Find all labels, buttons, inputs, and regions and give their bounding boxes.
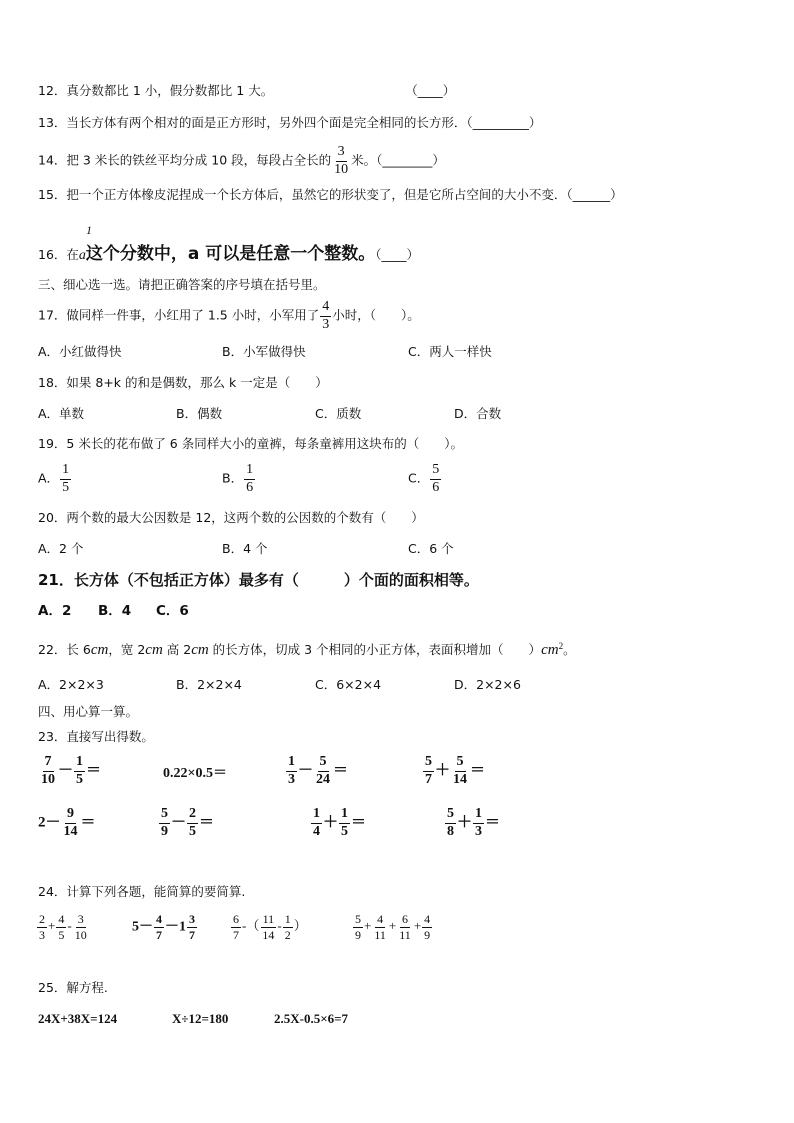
option-b[interactable]: B．4 个 bbox=[222, 541, 268, 556]
fraction: $\frac{5}{14}$ bbox=[453, 754, 468, 787]
calc-expression[interactable]: $\frac{5}{9}$ + $\frac{4}{11}$ + $\frac{6}{11}$ + $\frac{4}{9}$ bbox=[355, 912, 431, 942]
question-16-number: 16．在 bbox=[38, 247, 79, 262]
fraction: $\frac{3}{10}$ bbox=[334, 144, 349, 177]
question-14 bbox=[38, 145, 445, 177]
option-d[interactable]: D．2×2×6 bbox=[454, 677, 521, 692]
calc-expression[interactable]: $\frac{1}{3}$ － $\frac{5}{24}$ ＝ bbox=[288, 754, 349, 787]
calc-expression[interactable]: 2－ $\frac{9}{14}$ ＝ bbox=[38, 806, 96, 839]
question-16 bbox=[38, 246, 419, 263]
option-a[interactable]: A．2 个 bbox=[38, 541, 84, 556]
option-c[interactable]: C．两人一样快 bbox=[408, 344, 492, 359]
section-3-heading: 三、细心选一选。请把正确答案的序号填在括号里。 bbox=[38, 277, 326, 292]
equation-1[interactable]: 24X+38X=124 bbox=[38, 1011, 118, 1026]
fraction: $\frac{1}{5}$ bbox=[341, 806, 349, 839]
calc-expression[interactable]: 5－ $\frac{4}{7}$ －1 $\frac{3}{7}$ bbox=[132, 912, 195, 942]
fraction: $\frac{4}{3}$ bbox=[322, 299, 330, 332]
fraction: $\frac{1}{5}$ bbox=[62, 462, 70, 495]
question-12-text: 12．真分数都比 1 小，假分数都比 1 大。 bbox=[38, 83, 274, 98]
fraction: $\frac{2}{5}$ bbox=[189, 806, 197, 839]
option-c[interactable]: C．6 bbox=[156, 603, 189, 619]
answer-blank[interactable]: （____） bbox=[375, 247, 420, 262]
question-21-options bbox=[38, 605, 189, 619]
question-20-options bbox=[38, 543, 454, 556]
question-16-text: 这个分数中，a 可以是任意一个整数。 bbox=[85, 244, 376, 264]
option-c[interactable]: C．质数 bbox=[315, 406, 362, 421]
question-23: 23．直接写出得数。 bbox=[38, 729, 154, 744]
question-12 bbox=[38, 85, 455, 98]
option-a[interactable]: A．2×2×3 bbox=[38, 677, 104, 692]
fraction: $\frac{1}{5}$ bbox=[76, 754, 84, 787]
question-17 bbox=[38, 300, 420, 332]
fraction: $\frac{9}{14}$ bbox=[63, 806, 78, 839]
fraction: $\frac{1}{6}$ bbox=[246, 462, 254, 495]
question-15: 15．把一个正方体橡皮泥捏成一个长方体后，虽然它的形状变了，但是它所占空间的大小不变．（______） bbox=[38, 187, 623, 202]
option-b[interactable]: B．偶数 bbox=[176, 406, 223, 421]
calc-expression[interactable]: 0.22×0.5＝ bbox=[163, 766, 227, 781]
unit-cm-squared: cm bbox=[541, 642, 559, 659]
question-22: 22．长 6cm，宽 2cm 高 2cm 的长方体，切成 3 个相同的小正方体，表面积增加（ ）$cm^2$。 bbox=[38, 641, 576, 659]
question-13: 13．当长方体有两个相对的面是正方形时，另外四个面是完全相同的长方形．（_________） bbox=[38, 115, 542, 130]
option-a[interactable]: A．小红做得快 bbox=[38, 344, 122, 359]
question-25: 25．解方程. bbox=[38, 980, 108, 995]
option-c[interactable]: C．6 个 bbox=[408, 541, 454, 556]
answer-blank[interactable]: （____） bbox=[405, 83, 456, 98]
option-c[interactable]: C．6×2×4 bbox=[315, 677, 382, 692]
calc-expression[interactable]: $\frac{5}{7}$ ＋ $\frac{5}{14}$ ＝ bbox=[425, 754, 486, 787]
calc-expression[interactable]: $\frac{5}{9}$ － $\frac{2}{5}$ ＝ bbox=[161, 806, 215, 839]
option-a[interactable]: A．单数 bbox=[38, 406, 85, 421]
calc-expression[interactable]: $\frac{6}{7}$ -（ $\frac{11}{14}$ - $\frac{1}{2}$ ） bbox=[233, 912, 307, 942]
question-18-options bbox=[38, 408, 501, 421]
fraction: $\frac{7}{10}$ bbox=[41, 754, 55, 787]
question-14-text: 14．把 3 米长的铁丝平均分成 10 段，每段占全长的 bbox=[38, 152, 332, 168]
fraction: $\frac{5}{6}$ bbox=[432, 462, 440, 495]
question-24: 24．计算下列各题，能简算的要简算. bbox=[38, 884, 246, 899]
question-22-options bbox=[38, 679, 521, 692]
calc-expression[interactable]: $\frac{5}{8}$ ＋ $\frac{1}{3}$ ＝ bbox=[447, 806, 501, 839]
fraction: $\frac{5}{24}$ bbox=[316, 754, 331, 787]
fraction: $\frac{1}{4}$ bbox=[313, 806, 320, 839]
option-b[interactable]: B．4 bbox=[98, 603, 132, 619]
question-18: 18．如果 8+k 的和是偶数，那么 k 一定是（ ） bbox=[38, 375, 328, 390]
option-d[interactable]: D．合数 bbox=[454, 406, 502, 421]
fraction: $\frac{5}{7}$ bbox=[425, 754, 432, 787]
option-a[interactable]: A． $\frac{1}{5}$ bbox=[38, 462, 70, 495]
fraction: $\frac{1}{3}$ bbox=[475, 806, 483, 839]
question-17-tail: 小时，（ ）。 bbox=[332, 307, 420, 323]
question-17-options bbox=[38, 346, 492, 359]
question-14-tail: 米。（________） bbox=[351, 152, 445, 168]
option-a[interactable]: A．2 bbox=[38, 603, 72, 619]
calc-expression[interactable]: $\frac{2}{3}$ + $\frac{4}{5}$ - $\frac{3}{10}$ bbox=[39, 912, 87, 942]
question-21: 21．长方体（不包括正方体）最多有（ ）个面的面积相等。 bbox=[38, 571, 479, 589]
variable-a: a bbox=[78, 248, 86, 263]
question-17-text: 17．做同样一件事，小红用了 1.5 小时，小军用了 bbox=[38, 307, 320, 323]
question-19: 19．5 米长的花布做了 6 条同样大小的童裤，每条童裤用这块布的（ ）。 bbox=[38, 436, 463, 451]
question-16-superscript: 1 bbox=[86, 223, 92, 237]
fraction: $\frac{5}{8}$ bbox=[447, 806, 454, 839]
option-c[interactable]: C． $\frac{5}{6}$ bbox=[408, 462, 440, 495]
unit-cm: cm bbox=[90, 642, 109, 659]
calc-expression[interactable]: $\frac{7}{10}$ － $\frac{1}{5}$ ＝ bbox=[41, 754, 102, 787]
option-b[interactable]: B．2×2×4 bbox=[176, 677, 242, 692]
option-b[interactable]: B．小军做得快 bbox=[222, 344, 306, 359]
calc-expression[interactable]: $\frac{1}{4}$ ＋ $\frac{1}{5}$ ＝ bbox=[313, 806, 367, 839]
section-4-heading: 四、用心算一算。 bbox=[38, 704, 139, 719]
fraction: $\frac{1}{3}$ bbox=[288, 754, 295, 787]
question-19-options bbox=[38, 463, 442, 495]
fraction: $\frac{5}{9}$ bbox=[161, 806, 168, 839]
equation-3[interactable]: 2.5X-0.5×6=7 bbox=[274, 1011, 349, 1026]
question-20: 20．两个数的最大公因数是 12，这两个数的公因数的个数有（ ） bbox=[38, 510, 424, 525]
option-b[interactable]: B． $\frac{1}{6}$ bbox=[222, 462, 254, 495]
equation-2[interactable]: X÷12=180 bbox=[172, 1011, 229, 1026]
